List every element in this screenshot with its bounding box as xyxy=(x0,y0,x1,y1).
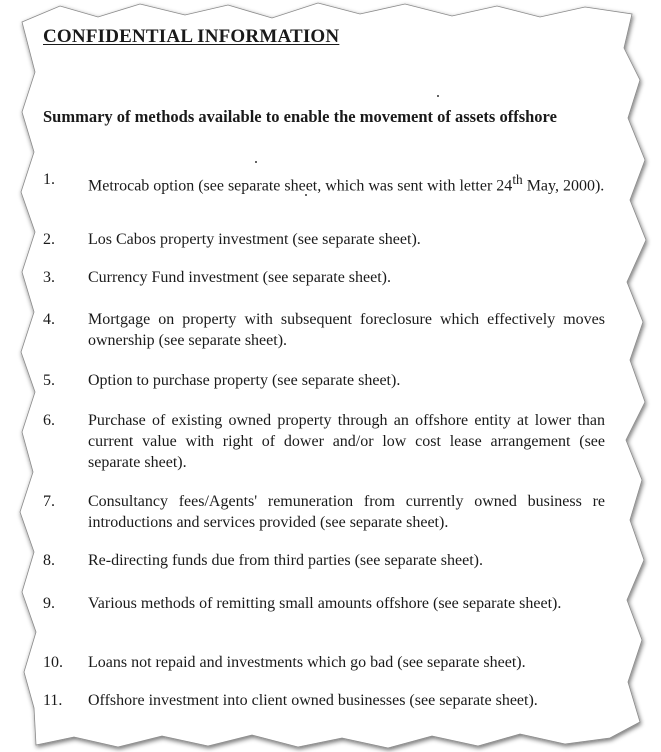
list-item-text: Purchase of existing owned property through an offshore entity at lower than current value with right of dower and/or low cost lease arrangement (see separate sheet). xyxy=(88,412,605,471)
scan-speck xyxy=(255,161,257,163)
list-item-text: Mortgage on property with subsequent foreclosure which effectively moves ownership (see separate sheet). xyxy=(88,311,605,349)
list-item xyxy=(43,309,605,351)
list-item xyxy=(43,593,605,614)
list-item-text: Consultancy fees/Agents' remuneration from currently owned business re introductions and services provided (see separate sheet). xyxy=(88,493,605,531)
list-item-number: 1. xyxy=(43,171,55,188)
list-item xyxy=(43,491,605,533)
list-item-number: 7. xyxy=(43,493,55,510)
document-title: CONFIDENTIAL INFORMATION xyxy=(43,26,340,47)
list-item-number: 8. xyxy=(43,552,55,569)
list-item-text: Option to purchase property (see separate sheet). xyxy=(88,372,401,389)
document-subtitle: Summary of methods available to enable the movement of assets offshore xyxy=(43,107,557,126)
list-item xyxy=(43,410,605,473)
list-item-text: Currency Fund investment (see separate sheet). xyxy=(88,269,392,286)
list-item-text: Various methods of remitting small amounts offshore (see separate sheet). xyxy=(88,595,562,612)
scan-speck xyxy=(437,95,439,97)
list-item-text: Re-directing funds due from third parties (see separate sheet). xyxy=(88,552,483,569)
list-item-text: Metrocab option (see separate sheet, which was sent with letter 24th May, 2000). xyxy=(88,172,605,195)
list-item-number: 2. xyxy=(43,231,55,248)
list-item xyxy=(43,169,605,196)
list-item-number: 11. xyxy=(43,692,63,709)
list-item xyxy=(43,652,605,673)
list-item-number: 4. xyxy=(43,311,55,328)
list-item xyxy=(43,229,605,250)
list-item-number: 6. xyxy=(43,412,55,429)
list-item xyxy=(43,550,605,571)
list-item-number: 3. xyxy=(43,269,55,286)
list-item-number: 9. xyxy=(43,595,55,612)
list-item xyxy=(43,370,605,391)
list-item-number: 10. xyxy=(43,654,63,671)
list-item xyxy=(43,267,605,288)
list-item-number: 5. xyxy=(43,372,55,389)
ordinal-superscript: th xyxy=(512,172,523,187)
list-item-text: Los Cabos property investment (see separate sheet). xyxy=(88,231,421,248)
list-item-text: Offshore investment into client owned businesses (see separate sheet). xyxy=(88,692,538,709)
list-item-text: Loans not repaid and investments which go bad (see separate sheet). xyxy=(88,654,526,671)
list-item xyxy=(43,690,605,711)
